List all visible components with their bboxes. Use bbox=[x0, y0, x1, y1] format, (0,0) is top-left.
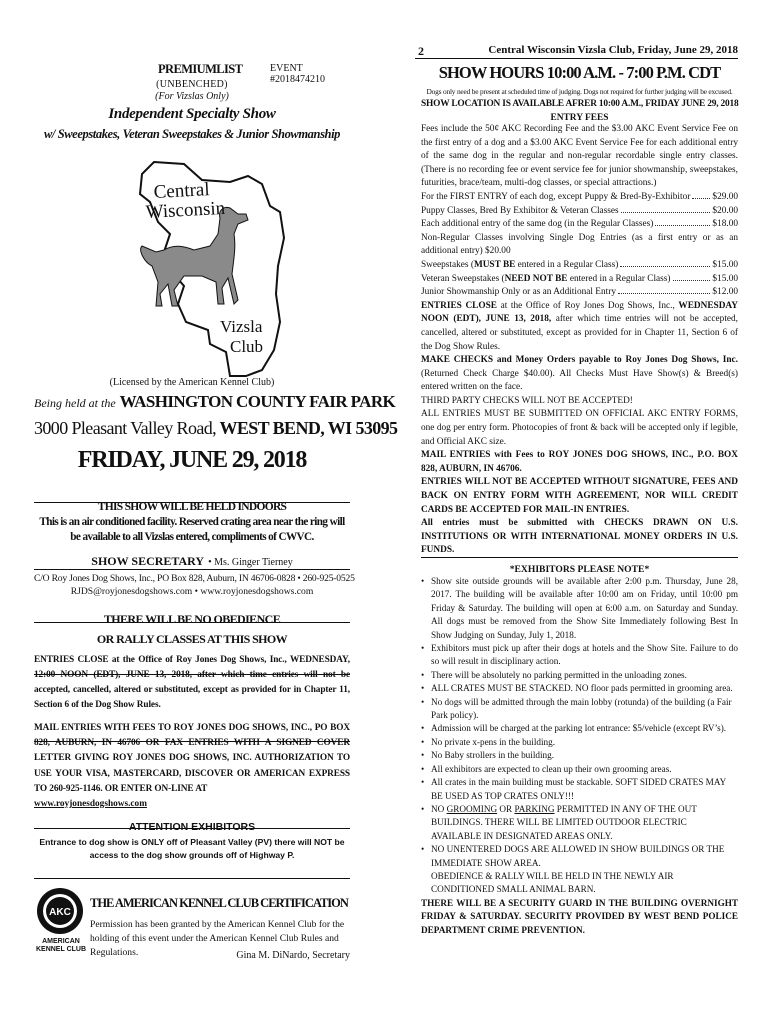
no-obedience-line1: THERE WILL BE NO OBEDIENCE bbox=[103, 612, 281, 626]
list-item: • NO UNENTERED DOGS ARE ALLOWED IN SHOW BUILDINGS OR THE IMMEDIATE SHOW AREA. bbox=[421, 843, 738, 870]
make-checks: MAKE CHECKS and Money Orders payable to Roy Jones Dog Shows, Inc. (Returned Check Charge $40.00). All Checks Must Have Show(s) & Breed(s) entered written on the face. bbox=[421, 355, 738, 393]
show-hours: SHOW HOURS 10:00 A.M. - 7:00 P.M. CDT bbox=[438, 63, 721, 82]
fee-value: $18.00 bbox=[712, 219, 738, 230]
fee-first-entry bbox=[421, 191, 738, 205]
entry-fees-block bbox=[421, 123, 738, 558]
fee-label: Puppy Classes, Bred By Exhibitor & Veteran Classes bbox=[421, 205, 619, 216]
fee-value: $29.00 bbox=[712, 191, 738, 202]
akc-cert-heading: THE AMERICAN KENNEL CLUB CERTIFICATION bbox=[90, 896, 348, 910]
venue-name: WASHINGTON COUNTY FAIR PARK bbox=[119, 392, 396, 411]
akc-certification bbox=[34, 887, 350, 967]
wisconsin-map-dog-icon bbox=[34, 154, 350, 379]
website-url[interactable]: www.royjonesdogshows.com bbox=[34, 799, 147, 810]
list-item: • No Baby strollers in the building. bbox=[421, 749, 738, 762]
for-vizslas-label: (For Vizslas Only) bbox=[155, 91, 229, 102]
page-number: 2 bbox=[418, 44, 424, 58]
list-item: • No dogs will be admitted through the main lobby (rotunda) of the building (a Fair Park policy). bbox=[421, 696, 738, 723]
specialty-title: Independent Specialty Show bbox=[108, 106, 276, 122]
attention-heading: ATTENTION EXHIBITORS bbox=[128, 821, 256, 834]
fee-value: $15.00 bbox=[712, 259, 738, 270]
rule-2 bbox=[34, 569, 350, 570]
fee-junior bbox=[421, 286, 738, 300]
rule-3 bbox=[34, 622, 350, 623]
secretary-address: C/O Roy Jones Dog Shows, Inc., PO Box 828, Auburn, IN 46706-0828 • 260-925-0525 bbox=[34, 573, 355, 584]
entries-close-left: ENTRIES CLOSE at the Office of Roy Jones Dog Shows, Inc., WEDNESDAY, 12:00 NOON (EDT), JUNE 13, 2018, after which time entries will not be accepted, cancelled, altered or substituted, except as provided for in Chapter 11, Section 6 of the Dog Show Rules. bbox=[34, 655, 350, 710]
fee-label: Non-Regular Classes involving Single Dog Entries (as a first entry or as an additional entry) bbox=[421, 232, 738, 257]
website-link[interactable] bbox=[34, 797, 350, 811]
security-note: THERE WILL BE A SECURITY GUARD IN THE BUILDING OVERNIGHT FRIDAY & SATURDAY. SECURITY PROVIDED BY WEST BEND POLICE DEPARTMENT CRIME PREVENTION. bbox=[421, 897, 738, 935]
list-item: • There will be absolutely no parking permitted in the unloading zones. bbox=[421, 669, 738, 682]
unbenched-label: (UNBENCHED) bbox=[156, 79, 228, 90]
exhibitor-notes bbox=[421, 575, 738, 870]
premium-list-label: PREMIUMLIST bbox=[158, 62, 243, 76]
show-secretary-label: SHOW SECRETARY bbox=[91, 554, 205, 568]
show-date: FRIDAY, JUNE 29, 2018 bbox=[77, 447, 307, 473]
akc-logo-line1: AMERICAN bbox=[42, 938, 80, 945]
list-item: • Exhibitors must pick up after their dogs at hotels and the Show Site. Failure to do so will result in disciplinary action. bbox=[421, 642, 738, 669]
right-column bbox=[421, 63, 738, 937]
header-rule bbox=[415, 58, 738, 59]
being-held-label: Being held at the bbox=[34, 396, 116, 410]
official-forms: ALL ENTRIES MUST BE SUBMITTED ON OFFICIAL AKC ENTRY FORMS, one dog per entry form. Photocopies of front & back will be accepted only if legible, and Official AKC size. bbox=[421, 409, 738, 447]
fee-value: $20.00 bbox=[712, 205, 738, 216]
mail-entries-left: MAIL ENTRIES WITH FEES TO ROY JONES DOG SHOWS, INC., PO BOX 828, AUBURN, IN 46706 OR FAX ENTRIES WITH A SIGNED COVER LETTER GIVING ROY JONES DOG SHOWS, INC. AUTHORIZATION TO USE YOUR VISA, MASTERCARD, DISCOVER OR AMERICAN EXPRESS TO 260-925-1146. OR ENTER ON-LINE AT bbox=[34, 723, 350, 794]
licensed-note: (Licensed by the American Kennel Club) bbox=[109, 377, 275, 388]
fee-label: For the FIRST ENTRY of each dog, except Puppy & Bred-By-Exhibitor bbox=[421, 191, 691, 202]
fee-additional bbox=[421, 218, 738, 232]
akc-seal-text: AKC bbox=[49, 907, 71, 918]
fee-sweepstakes bbox=[421, 259, 738, 273]
rule-5 bbox=[34, 741, 350, 742]
air-conditioned-line2: be available to all Vizslas entered, compliments of CWVC. bbox=[70, 531, 314, 543]
list-item: • Admission will be charged at the parking lot entrance: $5/vehicle (except RV’s). bbox=[421, 722, 738, 735]
specialty-subtitle: w/ Sweepstakes, Veteran Sweepstakes & Junior Showmanship bbox=[43, 127, 341, 141]
fee-label: Sweepstakes (MUST BE entered in a Regular Class) bbox=[421, 259, 619, 270]
checks-us-note: All entries must be submitted with CHECKS DRAWN ON U.S. INSTITUTIONS OR WITH INTERNATIONAL MONEY ORDERS IN U.S. FUNDS. bbox=[421, 518, 738, 556]
address-street: 3000 Pleasant Valley Road, bbox=[34, 418, 217, 438]
fee-value: $20.00 bbox=[485, 246, 511, 257]
obedience-barn-note: OBEDIENCE & RALLY WILL BE HELD IN THE NEWLY AIR CONDITIONED SMALL ANIMAL BARN. bbox=[431, 870, 674, 895]
logo-text-line3: Vizsla bbox=[220, 317, 263, 336]
akc-seal-icon bbox=[36, 887, 84, 935]
fee-value: $15.00 bbox=[712, 273, 738, 284]
venue-line bbox=[34, 392, 396, 412]
entries-close-right: ENTRIES CLOSE at the Office of Roy Jones Dog Shows, Inc., WEDNESDAY NOON (EDT), JUNE 13, 2018, after which time entries will not be accepted, cancelled, altered or substituted, except as provided for in Chapter 11, Section 6 of the Dog Show Rules. bbox=[421, 300, 739, 352]
left-column bbox=[34, 60, 398, 862]
mail-entries-right: MAIL ENTRIES with Fees to ROY JONES DOG SHOWS, INC., P.O. BOX 828, AUBURN, IN 46706. bbox=[421, 450, 738, 474]
akc-logo-text bbox=[34, 938, 88, 954]
exhibitors-heading: *EXHIBITORS PLEASE NOTE* bbox=[509, 564, 650, 575]
show-secretary-name: • Ms. Ginger Tierney bbox=[208, 557, 293, 568]
dogs-only-note: Dogs only need be present at scheduled time of judging. Dogs not required for further judging will be excused. bbox=[426, 87, 733, 96]
indoors-notice: THIS SHOW WILL BE HELD INDOORS bbox=[97, 501, 287, 513]
event-number: EVENT #2018474210 bbox=[270, 63, 325, 85]
fee-label: Veteran Sweepstakes (NEED NOT BE entered in a Regular Class) bbox=[421, 273, 671, 284]
fee-puppy bbox=[421, 205, 738, 219]
rule-1 bbox=[34, 502, 350, 503]
akc-cert-text: Permission has been granted by the American Kennel Club for the holding of this event under the American Kennel Club Rules and Regulations. bbox=[90, 919, 345, 958]
fee-value: $12.00 bbox=[712, 287, 738, 298]
fees-intro: Fees include the 50¢ AKC Recording Fee and the $3.00 AKC Event Service Fee on the first entry of a dog and a $3.00 AKC Event Service Fee for each additional entry of the same dog in the regular and non-regular recordable single entry classes. (There is no recording fee or event service fee for junior showmanship, sweepstakes, futurities, brace/team, multi-dog classes, or special attractions.) bbox=[421, 124, 738, 189]
no-obedience-line2: OR RALLY CLASSES AT THIS SHOW bbox=[96, 632, 288, 646]
fee-label: Each additional entry of the same dog (in the Regular Classes) bbox=[421, 219, 654, 230]
show-location-note: SHOW LOCATION IS AVAILABLE AFRER 10:00 A.M., FRIDAY JUNE 29, 2018 bbox=[421, 99, 739, 109]
akc-secretary-signature: Gina M. DiNardo, Secretary bbox=[236, 950, 350, 961]
list-item: • NO GROOMING OR PARKING PERMITTED IN ANY OF THE OUT BUILDINGS. THERE WILL BE LIMITED OUTDOOR ELECTRIC AVAILABLE IN DESIGNATED AREAS ONLY. bbox=[421, 803, 738, 843]
rule-7 bbox=[34, 878, 350, 879]
secretary-contact: RJDS@royjonesdogshows.com • www.royjonesdogshows.com bbox=[70, 586, 314, 597]
running-header: Central Wisconsin Vizsla Club, Friday, June 29, 2018 bbox=[488, 44, 738, 56]
list-item: • Show site outside grounds will be available after 2:00 p.m. Thursday, June 28, 2017. The building will be available after 10:00 am on Friday, until 10:00 pm Friday & Saturday. The building will open at 6:00 a.m. on Saturday and Sunday. All dogs must be removed from the Show Site Immediately following Best In Show Judging on Sunday, July 1, 2018. bbox=[421, 575, 738, 642]
third-party-checks: THIRD PARTY CHECKS WILL NOT BE ACCEPTED! bbox=[421, 395, 633, 406]
rule-6 bbox=[34, 828, 350, 829]
list-item: • All crates in the main building must be stackable. SOFT SIDED CRATES MAY BE USED AS TOP CRATES ONLY!!! bbox=[421, 776, 738, 803]
club-logo bbox=[34, 154, 350, 379]
address-city: WEST BEND, WI 53095 bbox=[219, 418, 398, 438]
attention-text: Entrance to dog show is ONLY off of Pleasant Valley (PV) there will NOT be access to the dog show grounds off of Highway P. bbox=[39, 837, 345, 861]
entry-fees-heading: ENTRY FEES bbox=[550, 113, 609, 123]
venue-address bbox=[34, 418, 398, 439]
fee-veteran-sweepstakes bbox=[421, 273, 738, 287]
list-item: • No private x-pens in the building. bbox=[421, 736, 738, 749]
rule-4 bbox=[34, 674, 350, 675]
logo-text-line2: Wisconsin bbox=[145, 197, 226, 223]
list-item: • ALL CRATES MUST BE STACKED. NO floor pads permitted in grooming area. bbox=[421, 682, 738, 695]
list-item: • All exhibitors are expected to clean up their own grooming areas. bbox=[421, 763, 738, 776]
no-signature-note: ENTRIES WILL NOT BE ACCEPTED WITHOUT SIGNATURE, FEES AND BACK ON ENTRY FORM WITH AGREEMENT, NOR WILL CREDIT CARDS BE ACCEPTED FOR MAIL-IN ENTRIES. bbox=[421, 477, 738, 515]
fee-nonregular bbox=[421, 232, 738, 259]
fee-label: Junior Showmanship Only or as an Additional Entry bbox=[421, 287, 616, 298]
air-conditioned-line1: This is an air conditioned facility. Reserved crating area near the ring will bbox=[39, 516, 345, 528]
show-secretary bbox=[34, 552, 350, 570]
rule-right bbox=[421, 557, 738, 558]
akc-logo-line2: KENNEL CLUB bbox=[35, 946, 87, 953]
logo-text-line1: Central bbox=[153, 179, 211, 203]
logo-text-line4: Club bbox=[230, 337, 264, 356]
